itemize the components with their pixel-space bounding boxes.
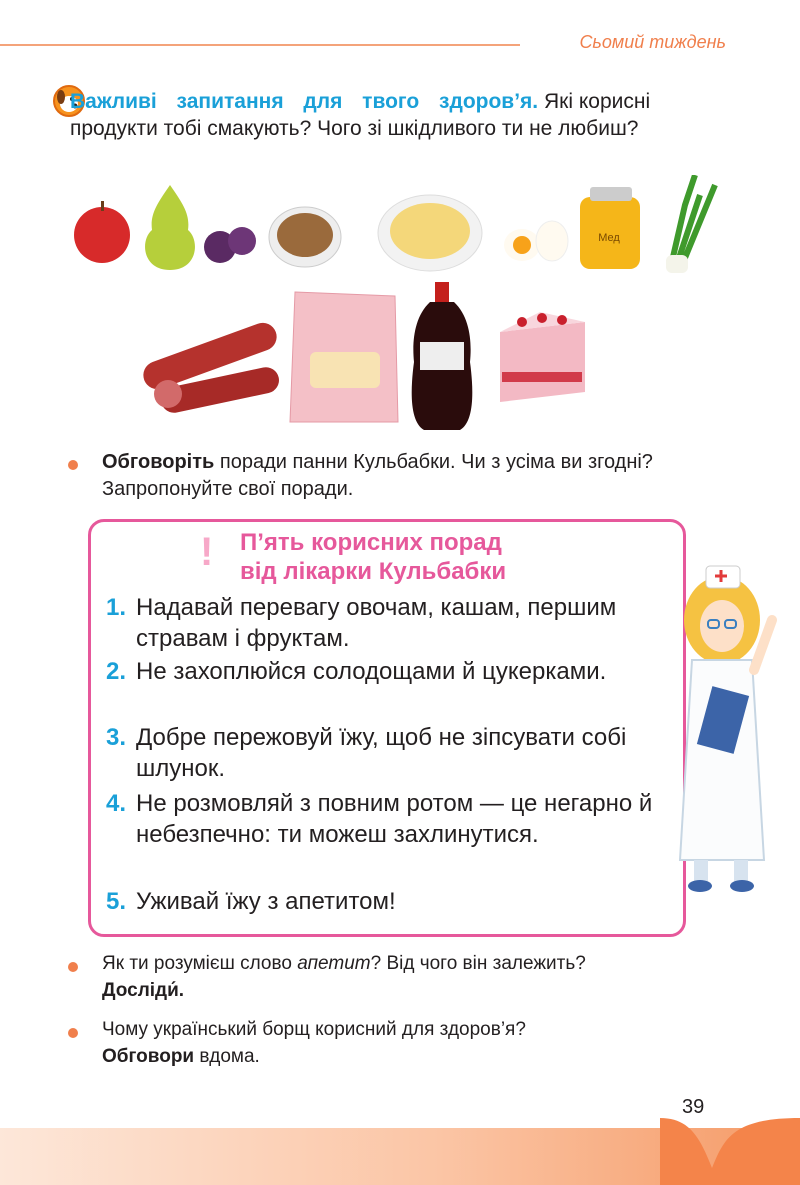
tips-title-line2: від лікарки Кульбабки — [240, 558, 507, 585]
appetite-paragraph — [102, 950, 722, 1004]
tip-item — [106, 886, 672, 917]
bullet-dot — [68, 460, 78, 470]
apple-icon — [74, 207, 130, 263]
tip-number: 1. — [106, 594, 127, 621]
tip-text: Не розмовляй з повним ротом — це негарно й небезпечно: ти можеш захлинутися. — [136, 790, 653, 848]
soup-icon — [390, 203, 470, 259]
header-rule — [0, 44, 520, 46]
discuss-bold: Обговоріть — [102, 451, 215, 473]
tip-item — [106, 722, 672, 784]
egg-icon — [513, 236, 531, 254]
appetite-question: ? Від чого він залежить? — [370, 953, 586, 974]
section-title: Сьомий тиждень — [579, 32, 726, 52]
buckwheat-icon — [277, 213, 333, 257]
tip-text: Добре пережовуй їжу, щоб не зіпсувати собі шлунок. — [136, 724, 627, 782]
exclamation-icon: ! — [200, 530, 214, 574]
tips-title-line1: П’ять корисних порад — [240, 529, 502, 556]
doctor-illustration — [672, 560, 792, 900]
discuss-paragraph — [102, 449, 722, 503]
unhealthy-foods-illustration — [130, 282, 590, 432]
appetite-text: Як ти розумієш слово — [102, 953, 292, 974]
bullet-dot — [68, 962, 78, 972]
intro-paragraph — [70, 88, 720, 142]
tip-item — [106, 788, 672, 850]
tip-text: Надавай перевагу овочам, кашам, першим стравам і фруктам. — [136, 594, 617, 652]
healthy-foods-illustration — [60, 175, 750, 275]
intro-question: Які корисні продукти тобі смакують? Чого зі шкідливого ти не любиш? — [70, 90, 651, 140]
footer-tab — [660, 1118, 800, 1185]
tip-number: 2. — [106, 658, 127, 685]
page-number: 39 — [682, 1096, 705, 1118]
tip-number: 3. — [106, 724, 127, 751]
tip-item — [106, 592, 672, 654]
honey-label: Мед — [598, 232, 620, 244]
intro-lead: Важливі запитання для твого здоров’я. — [70, 90, 539, 113]
tip-text: Не захоплюйся солодощами й цукерками. — [136, 658, 607, 685]
discuss-text: поради панни Кульбабки. Чи з усіма ви згодні? Запропонуйте свої поради. — [102, 451, 653, 500]
tips-title — [240, 528, 506, 586]
borscht-paragraph — [102, 1016, 722, 1070]
investigate-bold: Досліди́. — [102, 980, 185, 1001]
tip-number: 5. — [106, 888, 127, 915]
pear-icon — [145, 185, 195, 270]
tip-item — [106, 656, 672, 687]
borscht-text: Чому український борщ корисний для здоров’я? — [102, 1019, 526, 1040]
tip-text: Уживай їжу з апетитом! — [136, 888, 396, 915]
appetite-word: апетит — [297, 953, 371, 974]
discuss-home-bold: Обговори — [102, 1046, 195, 1067]
bullet-dot — [68, 1028, 78, 1038]
tip-number: 4. — [106, 790, 127, 817]
discuss-home-text: вдома. — [199, 1046, 260, 1067]
cake-icon — [500, 322, 585, 402]
